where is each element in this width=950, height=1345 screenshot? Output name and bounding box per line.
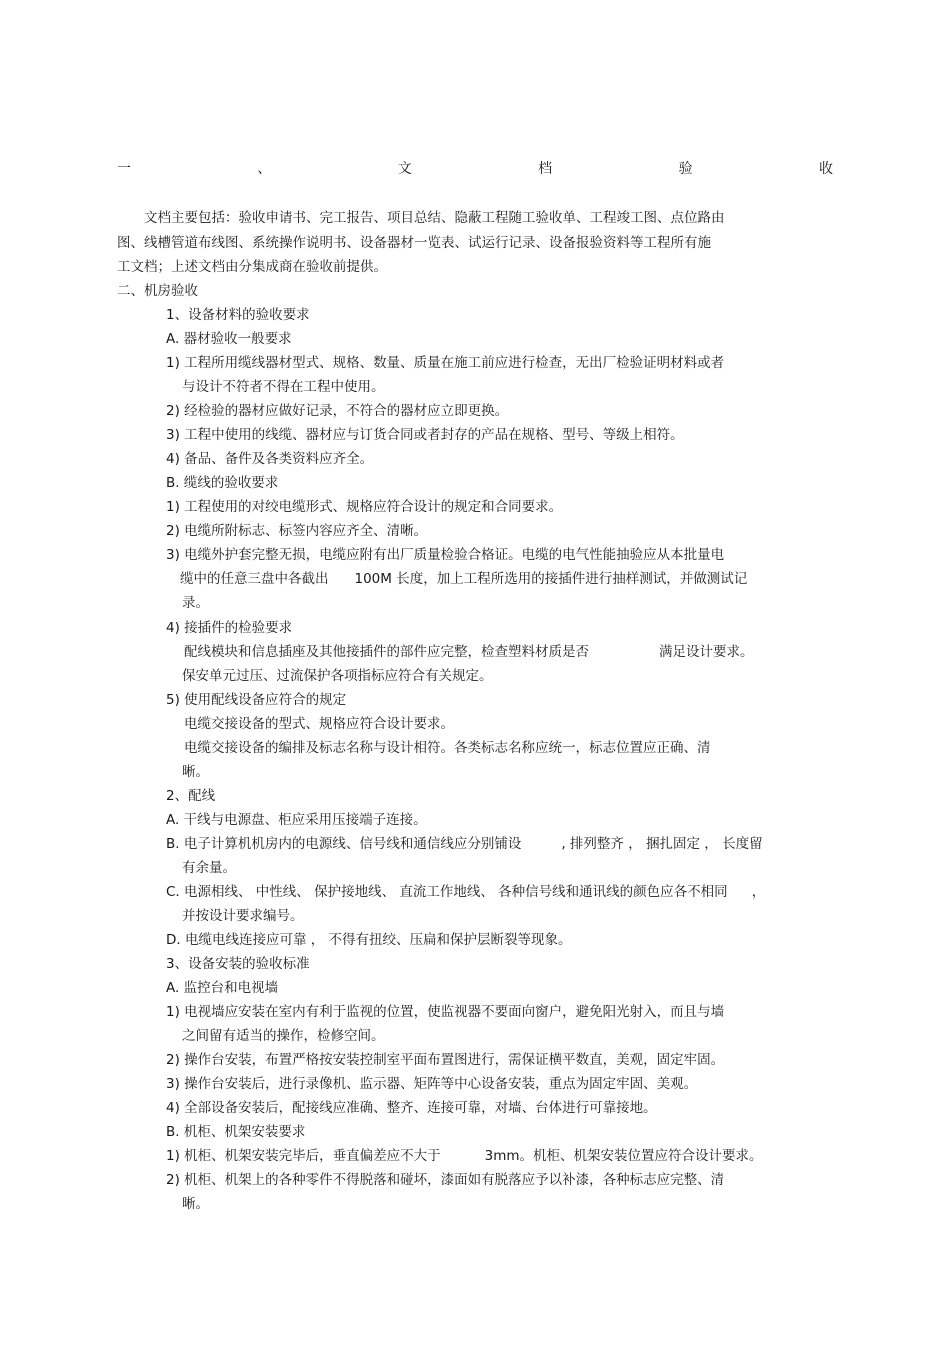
text-run: 3mm。机柜、机架安装位置应符合设计要求。 (484, 1148, 763, 1164)
text-run: 缆中的任意三盘中各截出 (180, 571, 329, 587)
item-heading: A. 器材验收一般要求 (166, 331, 292, 347)
list-item-cont: 并按设计要求编号。 (182, 908, 304, 924)
text-run: , 排列整齐 ， 捆扎固定 ， 长度留 (561, 836, 763, 852)
text-run: 1) 机柜、机架安装完毕后，垂直偏差应不大于 (166, 1148, 441, 1164)
list-item-cont (180, 570, 747, 588)
list-item: 3) 电缆外护套完整无损，电缆应附有出厂质量检验合格证。电缆的电气性能抽验应从本批量电 (166, 547, 725, 563)
list-item: 1) 工程使用的对绞电缆形式、规格应符合设计的规定和合同要求。 (166, 499, 563, 515)
subsection-heading: 1、设备材料的验收要求 (166, 307, 310, 323)
text-run: C. 电源相线、 中性线、 保护接地线、 直流工作地线、 各种信号线和通讯线的颜色应各不相同 (166, 884, 728, 900)
list-item: 1) 工程所用缆线器材型式、规格、数量、质量在施工前应进行检查，无出厂检验证明材料或者 (166, 355, 725, 371)
title-char: 档 (538, 161, 553, 177)
list-item: 2) 机柜、机架上的各种零件不得脱落和碰坏，漆面如有脱落应予以补漆，各种标志应完整、清 (166, 1172, 725, 1188)
list-item: A. 干线与电源盘、柜应采用压接端子连接。 (166, 812, 427, 828)
list-item-cont (184, 643, 754, 661)
item-heading: A. 监控台和电视墙 (166, 980, 279, 996)
list-item-cont: 有余量。 (182, 860, 236, 876)
list-item: 2) 电缆所附标志、标签内容应齐全、清晰。 (166, 523, 428, 539)
list-item-cont: 晰。 (182, 1196, 209, 1212)
item-heading: B. 缆线的验收要求 (166, 475, 279, 491)
list-item-cont: 录。 (182, 595, 209, 611)
intro-line: 工文档；上述文档由分集成商在验收前提供。 (117, 259, 387, 275)
list-item (166, 1147, 763, 1165)
list-item-cont: 电缆交接设备的编排及标志名称与设计相符。各类标志名称应统一，标志位置应正确、清 (184, 740, 711, 756)
text-run: ， (751, 884, 766, 900)
intro-line: 文档主要包括：验收申请书、完工报告、项目总结、隐蔽工程随工验收单、工程竣工图、点位路由 (144, 210, 725, 226)
list-item: D. 电缆电线连接应可靠 ， 不得有扭绞、压扁和保护层断裂等现象。 (166, 932, 572, 948)
list-item (166, 883, 765, 901)
text-run: 满足设计要求。 (659, 644, 754, 660)
section-heading: 二、机房验收 (117, 283, 198, 299)
list-item (166, 835, 763, 853)
subsection-heading: 2、配线 (166, 788, 216, 804)
list-item-cont: 保安单元过压、过流保护各项指标应符合有关规定。 (182, 668, 493, 684)
text-run: 配线模块和信息插座及其他接插件的部件应完整，检查塑料材质是否 (184, 644, 589, 660)
text-run: B. 电子计算机机房内的电源线、信号线和通信线应分别铺设 (166, 836, 522, 852)
list-item: 5) 使用配线设备应符合的规定 (166, 692, 347, 708)
title-char: 验 (678, 161, 693, 177)
list-item: 2) 经检验的器材应做好记录，不符合的器材应立即更换。 (166, 403, 509, 419)
subsection-heading: 3、设备安装的验收标准 (166, 956, 310, 972)
text-run: 100M 长度，加上工程所选用的接插件进行抽样测试，并做测试记 (354, 571, 748, 587)
list-item-cont: 与设计不符者不得在工程中使用。 (182, 379, 385, 395)
list-item-cont: 晰。 (182, 764, 209, 780)
list-item: 4) 接插件的检验要求 (166, 620, 293, 636)
list-item: 3) 操作台安装后，进行录像机、监示器、矩阵等中心设备安装，重点为固定牢固、美观。 (166, 1076, 698, 1092)
list-item: 2) 操作台安装，布置严格按安装控制室平面布置图进行，需保证横平数直，美观，固定牢固。 (166, 1052, 725, 1068)
title-char: 一 (117, 161, 131, 177)
item-heading: B. 机柜、机架安装要求 (166, 1124, 306, 1140)
title-char: 、 (257, 161, 272, 177)
list-item: 3) 工程中使用的线缆、器材应与订货合同或者封存的产品在规格、型号、等级上相符。 (166, 427, 684, 443)
list-item-cont: 电缆交接设备的型式、规格应符合设计要求。 (184, 716, 454, 732)
title-char: 收 (818, 161, 833, 177)
list-item: 4) 备品、备件及各类资料应齐全。 (166, 451, 374, 467)
section-title (117, 158, 833, 178)
title-char: 文 (397, 161, 412, 177)
intro-line: 图、线槽管道布线图、系统操作说明书、设备器材一览表、试运行记录、设备报验资料等工程所有施 (117, 235, 711, 251)
list-item: 1) 电视墙应安装在室内有利于监视的位置，使监视器不要面向窗户，避免阳光射入，而且与墙 (166, 1004, 725, 1020)
list-item: 4) 全部设备安装后，配接线应准确、整齐、连接可靠，对墙、台体进行可靠接地。 (166, 1100, 657, 1116)
list-item-cont: 之间留有适当的操作，检修空间。 (182, 1028, 385, 1044)
